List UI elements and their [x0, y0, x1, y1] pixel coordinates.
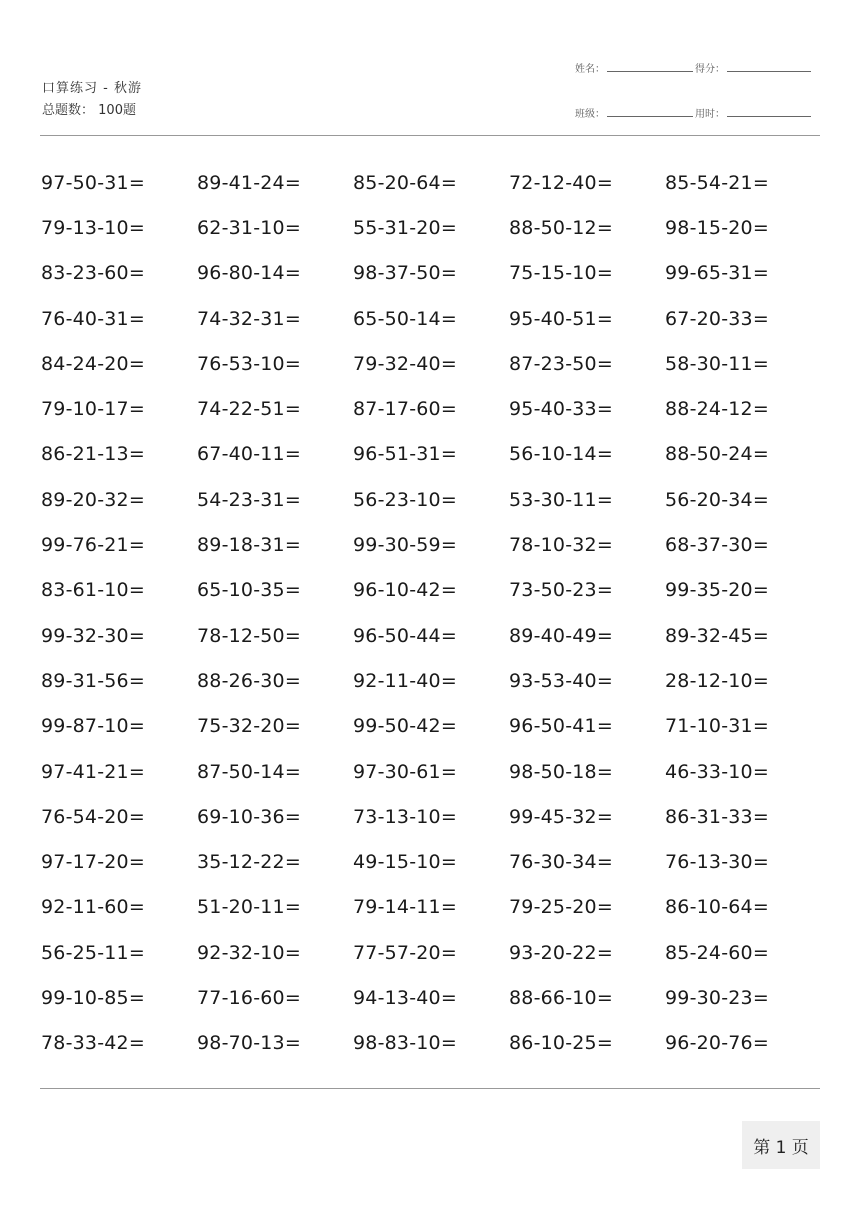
problem-item: 92-11-40=: [353, 669, 457, 692]
problem-item: 96-50-41=: [509, 715, 613, 738]
problem-grid: [41, 160, 821, 1066]
problem-item: 76-40-31=: [41, 307, 145, 330]
problem-item: 86-31-33=: [665, 805, 769, 828]
problem-row: [41, 1021, 821, 1066]
problem-item: 96-80-14=: [197, 262, 301, 285]
score-label: 得分：: [695, 64, 725, 75]
problem-row: [41, 477, 821, 522]
problem-item: 87-50-14=: [197, 760, 301, 783]
problem-row: [41, 839, 821, 884]
problem-item: 74-22-51=: [197, 398, 301, 421]
total-count: [42, 100, 142, 122]
problem-item: 99-76-21=: [41, 534, 145, 557]
problem-item: 87-17-60=: [353, 398, 457, 421]
problem-row: [41, 794, 821, 839]
problem-item: 99-32-30=: [41, 624, 145, 647]
problem-item: 92-11-60=: [41, 896, 145, 919]
problem-item: 68-37-30=: [665, 534, 769, 557]
problem-item: 98-70-13=: [197, 1032, 301, 1055]
problem-item: 69-10-36=: [197, 805, 301, 828]
problem-item: 74-32-31=: [197, 307, 301, 330]
score-blank: [727, 61, 811, 72]
problem-item: 96-10-42=: [353, 579, 457, 602]
total-value: 100题: [98, 103, 136, 118]
time-blank: [727, 106, 811, 117]
problem-item: 88-50-12=: [509, 216, 613, 239]
problem-item: 96-50-44=: [353, 624, 457, 647]
problem-item: 89-40-49=: [509, 624, 613, 647]
problem-item: 99-50-42=: [353, 715, 457, 738]
problem-item: 46-33-10=: [665, 760, 769, 783]
problem-row: [41, 432, 821, 477]
problem-item: 51-20-11=: [197, 896, 301, 919]
problem-item: 98-83-10=: [353, 1032, 457, 1055]
student-info: [575, 60, 813, 150]
problem-item: 88-66-10=: [509, 986, 613, 1009]
problem-item: 96-51-31=: [353, 443, 457, 466]
problem-item: 56-10-14=: [509, 443, 613, 466]
worksheet-title: 口算练习 - 秋游: [42, 81, 142, 96]
problem-item: 79-14-11=: [353, 896, 457, 919]
problem-item: 79-10-17=: [41, 398, 145, 421]
problem-item: 97-50-31=: [41, 171, 145, 194]
problem-item: 76-30-34=: [509, 851, 613, 874]
problem-item: 93-20-22=: [509, 941, 613, 964]
problem-item: 75-15-10=: [509, 262, 613, 285]
problem-item: 76-53-10=: [197, 352, 301, 375]
problem-item: 67-40-11=: [197, 443, 301, 466]
problem-item: 99-87-10=: [41, 715, 145, 738]
problem-item: 88-50-24=: [665, 443, 769, 466]
time-label: 用时：: [695, 109, 725, 120]
problem-row: [41, 975, 821, 1020]
problem-item: 89-18-31=: [197, 534, 301, 557]
problem-item: 89-20-32=: [41, 488, 145, 511]
problem-row: [41, 930, 821, 975]
page-number: 第 1 页: [742, 1121, 820, 1169]
problem-item: 35-12-22=: [197, 851, 301, 874]
problem-row: [41, 386, 821, 431]
problem-item: 95-40-33=: [509, 398, 613, 421]
problem-item: 97-30-61=: [353, 760, 457, 783]
problem-item: 89-31-56=: [41, 669, 145, 692]
problem-item: 78-33-42=: [41, 1032, 145, 1055]
problem-item: 97-41-21=: [41, 760, 145, 783]
problem-item: 93-53-40=: [509, 669, 613, 692]
problem-item: 86-10-25=: [509, 1032, 613, 1055]
problem-row: [41, 522, 821, 567]
problem-item: 71-10-31=: [665, 715, 769, 738]
class-label: 班级：: [575, 109, 605, 120]
problem-item: 85-24-60=: [665, 941, 769, 964]
problem-item: 92-32-10=: [197, 941, 301, 964]
problem-item: 65-50-14=: [353, 307, 457, 330]
problem-item: 97-17-20=: [41, 851, 145, 874]
total-label: 总题数：: [42, 103, 95, 118]
problem-item: 62-31-10=: [197, 216, 301, 239]
problem-row: [41, 251, 821, 296]
problem-item: 85-20-64=: [353, 171, 457, 194]
problem-row: [41, 568, 821, 613]
problem-row: [41, 885, 821, 930]
worksheet-header: [42, 78, 142, 122]
problem-item: 79-13-10=: [41, 216, 145, 239]
problem-item: 76-54-20=: [41, 805, 145, 828]
problem-item: 99-10-85=: [41, 986, 145, 1009]
problem-item: 58-30-11=: [665, 352, 769, 375]
problem-item: 79-25-20=: [509, 896, 613, 919]
problem-item: 99-35-20=: [665, 579, 769, 602]
problem-row: [41, 341, 821, 386]
problem-item: 99-30-59=: [353, 534, 457, 557]
problem-item: 99-45-32=: [509, 805, 613, 828]
problem-item: 79-32-40=: [353, 352, 457, 375]
problem-item: 72-12-40=: [509, 171, 613, 194]
problem-row: [41, 658, 821, 703]
problem-row: [41, 205, 821, 250]
name-blank: [607, 61, 693, 72]
problem-item: 96-20-76=: [665, 1032, 769, 1055]
problem-item: 56-20-34=: [665, 488, 769, 511]
problem-item: 76-13-30=: [665, 851, 769, 874]
header-divider: [40, 135, 820, 136]
problem-row: [41, 160, 821, 205]
problem-item: 75-32-20=: [197, 715, 301, 738]
problem-item: 84-24-20=: [41, 352, 145, 375]
problem-row: [41, 296, 821, 341]
problem-item: 65-10-35=: [197, 579, 301, 602]
footer-divider: [40, 1088, 820, 1089]
problem-item: 98-15-20=: [665, 216, 769, 239]
problem-item: 98-37-50=: [353, 262, 457, 285]
problem-item: 67-20-33=: [665, 307, 769, 330]
problem-item: 98-50-18=: [509, 760, 613, 783]
problem-item: 89-32-45=: [665, 624, 769, 647]
name-label: 姓名：: [575, 64, 605, 75]
info-row-name-score: [575, 60, 813, 105]
problem-item: 94-13-40=: [353, 986, 457, 1009]
problem-item: 28-12-10=: [665, 669, 769, 692]
problem-item: 78-12-50=: [197, 624, 301, 647]
problem-row: [41, 749, 821, 794]
problem-item: 73-13-10=: [353, 805, 457, 828]
problem-item: 83-23-60=: [41, 262, 145, 285]
problem-item: 88-26-30=: [197, 669, 301, 692]
problem-item: 89-41-24=: [197, 171, 301, 194]
problem-item: 56-25-11=: [41, 941, 145, 964]
problem-item: 85-54-21=: [665, 171, 769, 194]
problem-item: 77-16-60=: [197, 986, 301, 1009]
problem-item: 99-65-31=: [665, 262, 769, 285]
problem-item: 83-61-10=: [41, 579, 145, 602]
problem-item: 73-50-23=: [509, 579, 613, 602]
problem-item: 88-24-12=: [665, 398, 769, 421]
problem-item: 49-15-10=: [353, 851, 457, 874]
problem-row: [41, 704, 821, 749]
problem-item: 87-23-50=: [509, 352, 613, 375]
problem-item: 78-10-32=: [509, 534, 613, 557]
info-row-class-time: [575, 105, 813, 150]
problem-item: 55-31-20=: [353, 216, 457, 239]
class-blank: [607, 106, 693, 117]
problem-item: 54-23-31=: [197, 488, 301, 511]
problem-item: 86-10-64=: [665, 896, 769, 919]
problem-item: 99-30-23=: [665, 986, 769, 1009]
problem-item: 53-30-11=: [509, 488, 613, 511]
problem-item: 56-23-10=: [353, 488, 457, 511]
problem-item: 86-21-13=: [41, 443, 145, 466]
problem-row: [41, 613, 821, 658]
problem-item: 77-57-20=: [353, 941, 457, 964]
problem-item: 95-40-51=: [509, 307, 613, 330]
